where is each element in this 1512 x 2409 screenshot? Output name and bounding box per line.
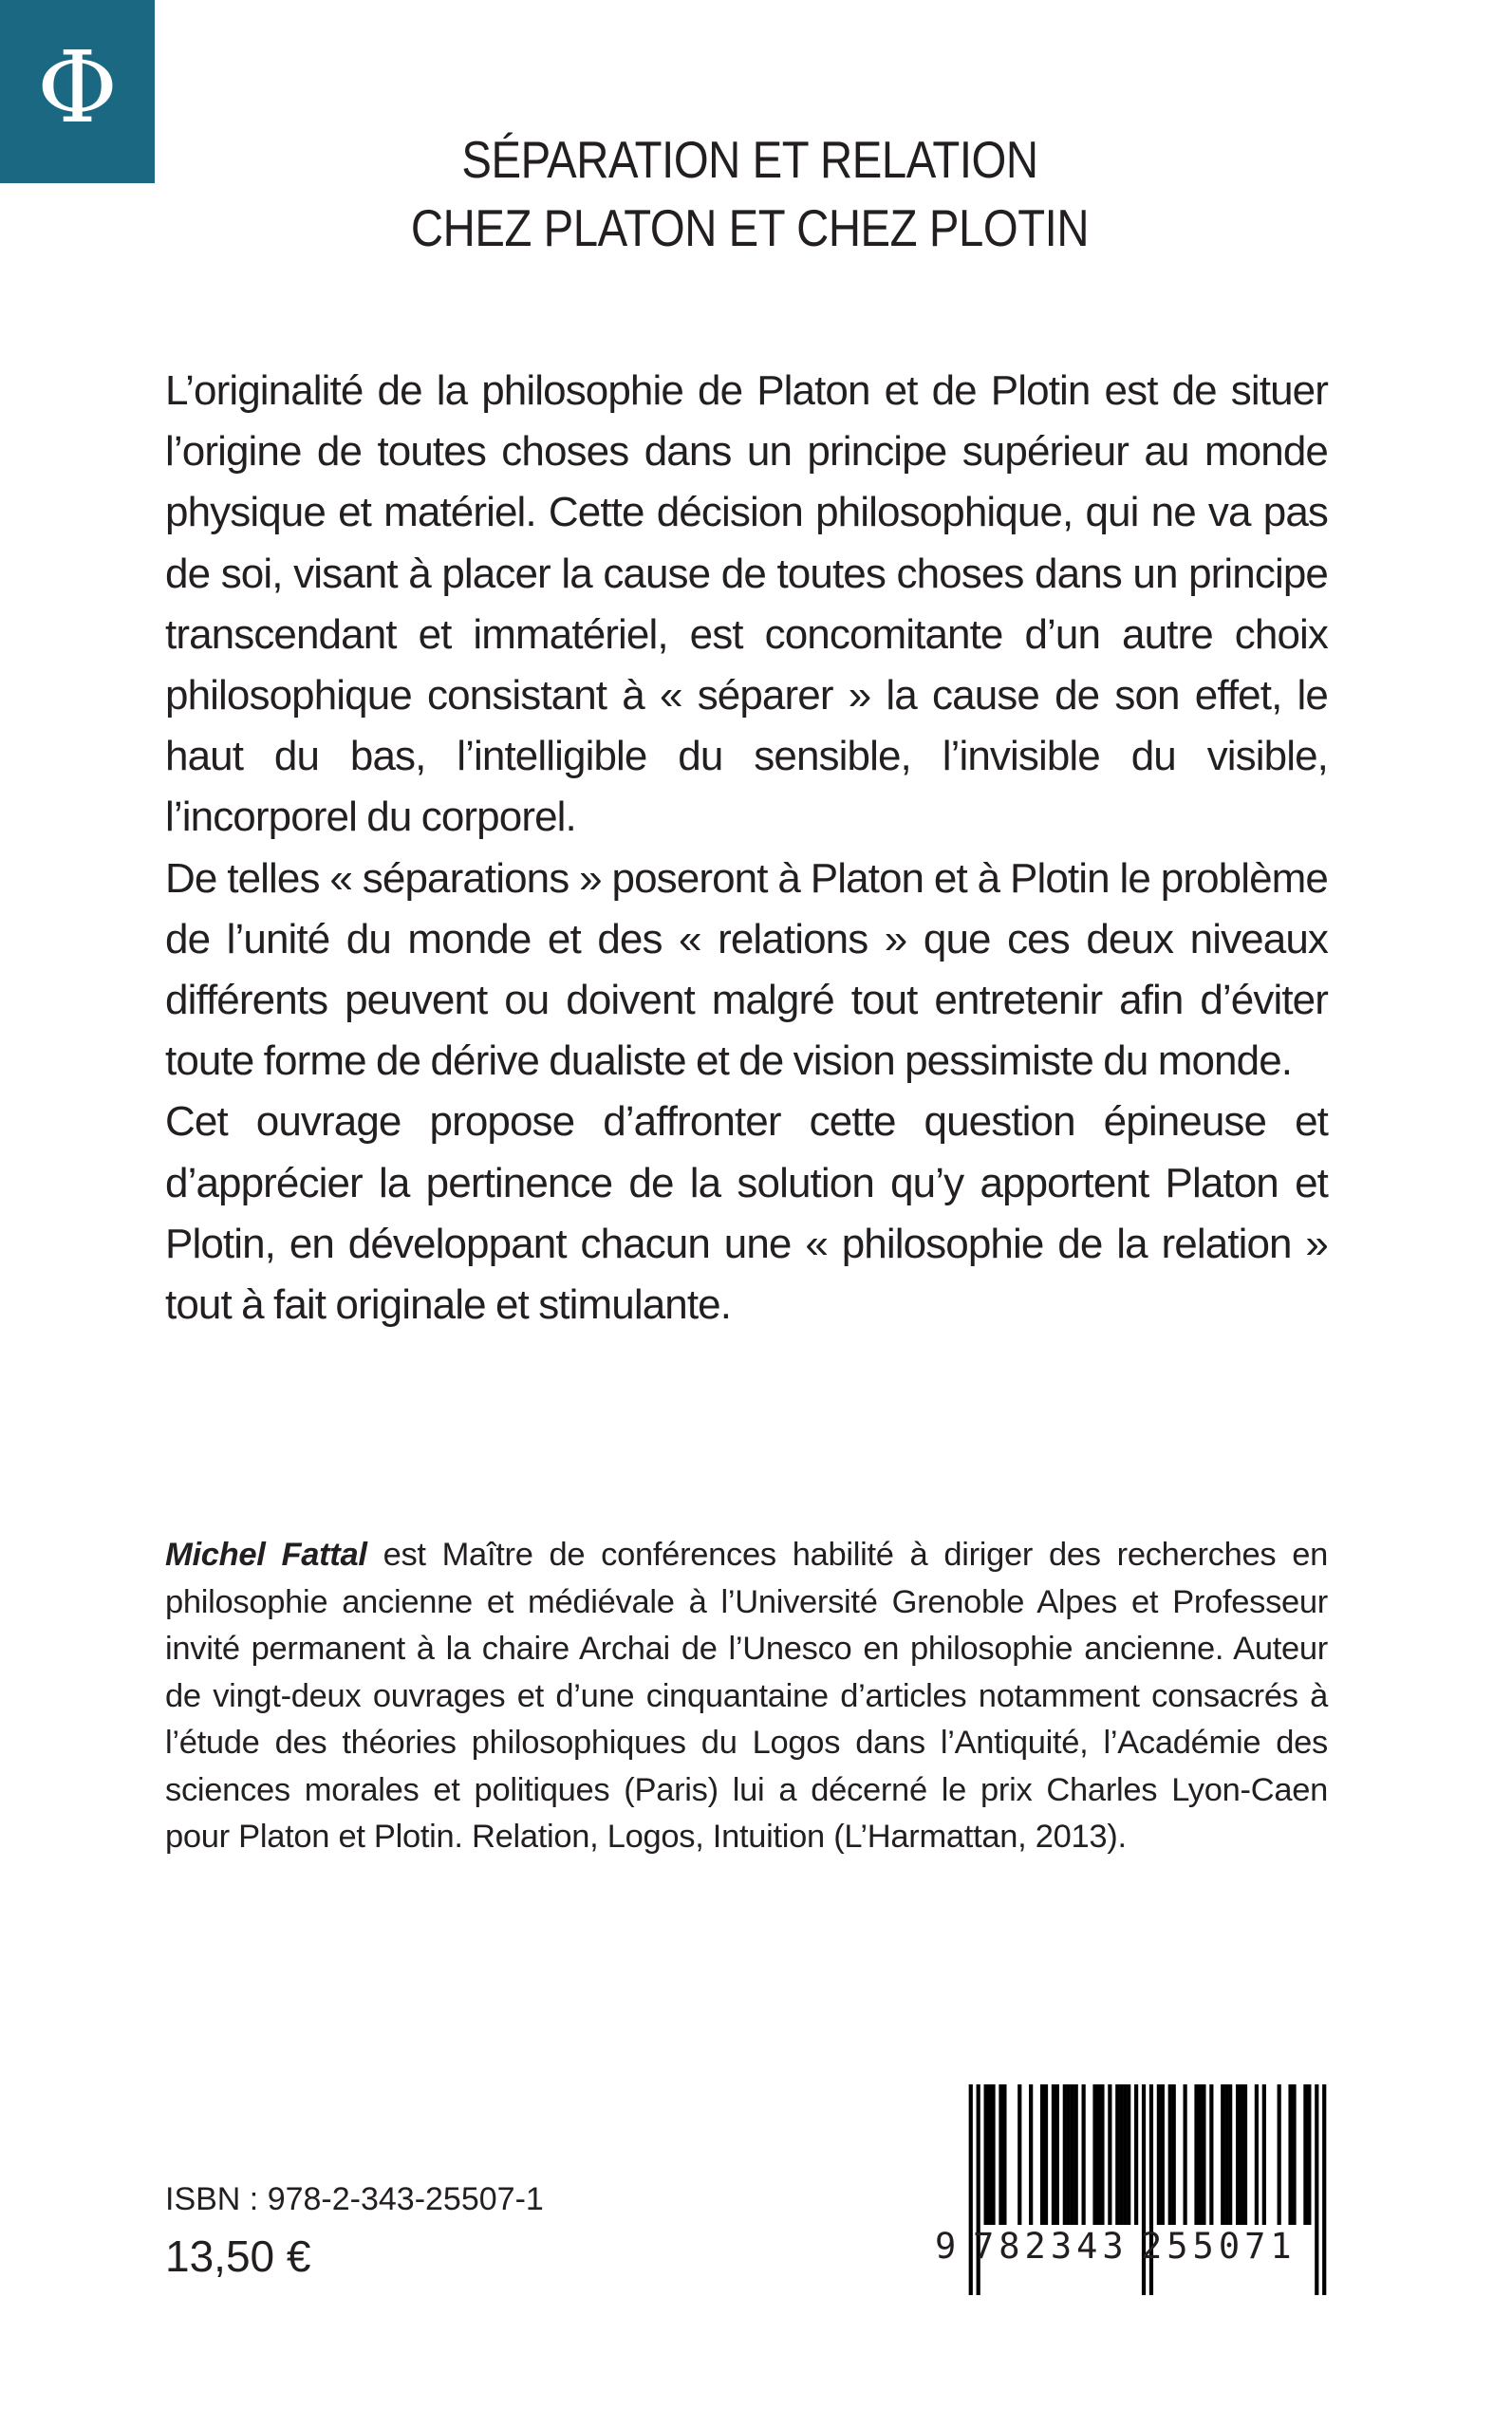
barcode-bar: [987, 2084, 991, 2225]
book-title-line-1: SÉPARATION ET RELATION: [461, 130, 1038, 189]
price: 13,50 €: [165, 2232, 311, 2281]
barcode-guard-bar: [1315, 2084, 1318, 2295]
barcode-bar: [1292, 2084, 1296, 2225]
barcode-bar: [1044, 2084, 1048, 2225]
isbn: ISBN : 978-2-343-25507-1: [165, 2181, 544, 2217]
barcode-guard-bar: [1322, 2084, 1326, 2295]
barcode-bar: [1209, 2084, 1213, 2225]
bio-book-title: Platon et Plotin. Relation,: [238, 1819, 607, 1855]
barcode-bar: [1224, 2084, 1228, 2225]
barcode-digit-group-1: 782343: [973, 2226, 1129, 2267]
barcode-bar: [1092, 2084, 1096, 2225]
barcode-bar: [1063, 2084, 1067, 2225]
author-name: Michel Fattal: [165, 1537, 367, 1573]
book-summary: [165, 361, 1328, 1335]
barcode-bar: [1123, 2084, 1127, 2225]
barcode-bar: [1134, 2084, 1138, 2225]
summary-paragraph: L’originalité de la philosophie de Platon et de Plotin est de situer l’origine de toutes choses dans un principe supérieur au monde physique et matériel. Cette décision philosophique, qui ne va pas de soi, visant à placer la cause de toutes choses dans un principe transcendant et immatériel, est concomitante d’un autre choix philosophique consistant à « séparer » la cause de son effet, le haut du bas, l’intelligible du sensible, l’invisible du visible, l’incorporel du corporel.: [165, 367, 1328, 841]
barcode-bar: [1228, 2084, 1232, 2225]
barcode-bar: [1017, 2084, 1021, 2225]
barcode-bar: [1255, 2084, 1259, 2225]
author-bio: [165, 1532, 1328, 1861]
barcode-bar: [1194, 2084, 1198, 2225]
barcode-bar: [1172, 2084, 1176, 2225]
summary-paragraph: Cet ouvrage propose d’affronter cette question épineuse et d’apprécier la pertinence de la solution qu’y apportent Platon et Plotin, en développant chacun une « philosophie de la relation » tout à fait originale et stimulante.: [165, 1098, 1328, 1329]
bio-text: de l’Unesco en philosophie ancienne. Auteur de vingt-deux ouvrages et d’une cinquantaine d’articles notamment consacrés à l’étude des théories philosophiques du: [165, 1631, 1328, 1761]
barcode-digit-first: 9: [935, 2226, 957, 2267]
book-title: [350, 125, 1150, 262]
barcode-bar: [1278, 2084, 1281, 2225]
barcode-bar: [1157, 2084, 1161, 2225]
barcode-bar: [1029, 2084, 1033, 2225]
barcode-bar: [1221, 2084, 1224, 2225]
barcode-bar: [1115, 2084, 1119, 2225]
barcode-bar: [1240, 2084, 1243, 2225]
barcode-bar: [1002, 2084, 1006, 2225]
barcode-bar: [1161, 2084, 1165, 2225]
publisher-logo: [0, 0, 155, 183]
barcode-bar: [1198, 2084, 1202, 2225]
barcode-bar: [1074, 2084, 1078, 2225]
bio-book-title-end: , Intuition: [695, 1819, 825, 1855]
barcode-bar: [1184, 2084, 1187, 2225]
barcode-bar: [1303, 2084, 1307, 2225]
barcode-bar: [1307, 2084, 1311, 2225]
barcode-bar: [1202, 2084, 1205, 2225]
barcode-bar: [1243, 2084, 1247, 2225]
summary-paragraph: De telles « séparations » poseront à Platon et à Plotin le problème de l’unité du monde et des « relations » que ces deux niveaux différents peuvent ou doivent malgré tout entretenir afin d’éviter toute forme de dérive dualiste et de vision pessimiste du monde.: [165, 854, 1328, 1085]
barcode-bar: [1082, 2084, 1086, 2225]
barcode-bar: [1096, 2084, 1100, 2225]
barcode-bar: [1127, 2084, 1130, 2225]
book-title-line-2: CHEZ PLATON ET CHEZ PLOTIN: [410, 198, 1090, 257]
barcode-bar: [1288, 2084, 1292, 2225]
bio-archai: Archai: [578, 1631, 670, 1667]
barcode-bar: [1100, 2084, 1104, 2225]
barcode-bar: [1119, 2084, 1123, 2225]
barcode-bar: [1040, 2084, 1044, 2225]
barcode-bar: [991, 2084, 995, 2225]
barcode-bar: [999, 2084, 1002, 2225]
barcode-bar: [1168, 2084, 1172, 2225]
bio-text: est Maître de conférences habilité à diriger des recherches en philosophie ancienne et médiévale à l’Université Grenoble Alpes et Professeur invité permanent à la chaire: [165, 1537, 1328, 1667]
barcode-digit-group-2: 255071: [1141, 2226, 1297, 2267]
barcode-bar: [1067, 2084, 1071, 2225]
barcode-bar: [1108, 2084, 1111, 2225]
bio-book-logos: Logos: [607, 1819, 696, 1855]
phi-logo-icon: Φ: [36, 28, 119, 145]
barcode-bar: [1052, 2084, 1055, 2225]
barcode-bar: [1071, 2084, 1074, 2225]
bio-text: dans l’Antiquité, l’Académie des sciences morales et politiques (Paris) lui a décerné le prix Charles Lyon-Caen pour: [165, 1725, 1328, 1855]
bio-logos: Logos: [752, 1725, 841, 1761]
barcode-bar: [1262, 2084, 1266, 2225]
barcode-bar: [1236, 2084, 1240, 2225]
barcode-bar: [984, 2084, 988, 2225]
barcode-bar: [1055, 2084, 1059, 2225]
bio-publisher: (L’Harmattan, 2013).: [824, 1819, 1127, 1855]
